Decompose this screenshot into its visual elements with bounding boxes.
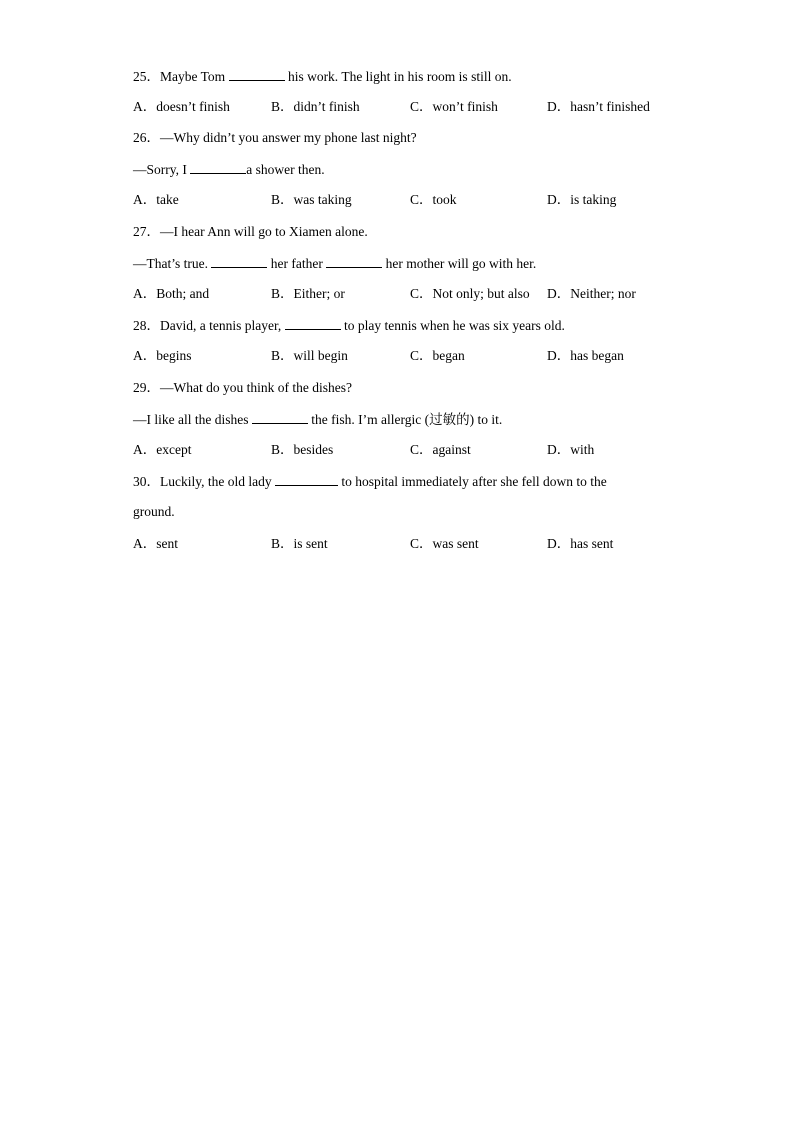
option-c[interactable]: [410, 98, 498, 116]
answer-blank: [190, 160, 246, 174]
option-text: will begin: [293, 348, 348, 363]
option-d[interactable]: [547, 285, 636, 303]
option-d[interactable]: [547, 347, 624, 365]
option-b[interactable]: [271, 535, 328, 553]
option-text: Neither; nor: [570, 286, 636, 301]
stem-text: —Why didn’t you answer my phone last night?: [160, 130, 417, 145]
option-letter: B．: [271, 442, 294, 457]
option-c[interactable]: [410, 535, 479, 553]
option-text: Either; or: [293, 286, 345, 301]
option-letter: B．: [271, 286, 294, 301]
question-30-stem-continued: [133, 503, 175, 521]
option-letter: D．: [547, 99, 571, 114]
option-letter: A．: [133, 192, 157, 207]
option-letter: C．: [410, 99, 433, 114]
option-text: has began: [570, 348, 624, 363]
option-b[interactable]: [271, 285, 345, 303]
option-letter: B．: [271, 536, 294, 551]
stem-text: —What do you think of the dishes?: [160, 380, 352, 395]
option-letter: A．: [133, 99, 157, 114]
question-number: 28．: [133, 318, 160, 333]
question-28-stem: [133, 316, 565, 334]
option-text: won’t finish: [432, 99, 498, 114]
option-a[interactable]: [133, 535, 178, 553]
option-letter: C．: [410, 536, 433, 551]
option-c[interactable]: [410, 347, 465, 365]
option-d[interactable]: [547, 441, 594, 459]
option-text: was taking: [293, 192, 352, 207]
option-c[interactable]: [410, 285, 530, 303]
option-b[interactable]: [271, 98, 360, 116]
option-text: took: [432, 192, 457, 207]
option-c[interactable]: [410, 191, 457, 209]
question-25-stem: [133, 67, 512, 85]
option-c[interactable]: [410, 441, 471, 459]
question-26-stem: [133, 129, 417, 147]
option-a[interactable]: [133, 347, 192, 365]
option-text: except: [156, 442, 192, 457]
answer-blank: [326, 254, 382, 268]
answer-blank: [252, 410, 308, 424]
question-number: 29．: [133, 380, 160, 395]
option-text: began: [432, 348, 465, 363]
answer-blank: [229, 67, 285, 81]
option-text: besides: [293, 442, 334, 457]
option-text: Both; and: [156, 286, 210, 301]
stem-text: Luckily, the old lady: [160, 474, 275, 489]
stem-text: her mother will go with her.: [382, 256, 537, 271]
option-a[interactable]: [133, 441, 191, 459]
option-letter: D．: [547, 286, 571, 301]
stem-text: a shower then.: [246, 162, 325, 177]
answer-blank: [275, 472, 338, 486]
option-letter: B．: [271, 99, 294, 114]
option-text: with: [570, 442, 595, 457]
option-a[interactable]: [133, 98, 230, 116]
option-letter: A．: [133, 286, 157, 301]
option-text: is taking: [570, 192, 617, 207]
stem-text: the fish. I’m allergic (过敏的) to it.: [307, 412, 503, 427]
option-letter: C．: [410, 192, 433, 207]
question-29-response: [133, 410, 502, 428]
option-letter: B．: [271, 348, 294, 363]
option-letter: D．: [547, 192, 571, 207]
option-text: take: [156, 192, 179, 207]
question-26-response: [133, 160, 325, 178]
question-number: 25．: [133, 69, 160, 84]
question-number: 27．: [133, 224, 160, 239]
option-letter: A．: [133, 348, 157, 363]
stem-text: Maybe Tom: [160, 69, 229, 84]
stem-text: —I like all the dishes: [133, 412, 252, 427]
option-d[interactable]: [547, 535, 613, 553]
stem-text: —That’s true.: [133, 256, 212, 271]
option-text: against: [432, 442, 471, 457]
option-letter: A．: [133, 442, 157, 457]
stem-text: —I hear Ann will go to Xiamen alone.: [160, 224, 368, 239]
stem-text: ground.: [133, 504, 175, 519]
stem-text: David, a tennis player,: [160, 318, 285, 333]
question-29-stem: [133, 379, 352, 397]
question-27-response: [133, 254, 536, 272]
option-b[interactable]: [271, 347, 348, 365]
option-text: was sent: [432, 536, 479, 551]
option-text: is sent: [293, 536, 328, 551]
option-d[interactable]: [547, 98, 650, 116]
question-27-stem: [133, 223, 368, 241]
option-text: begins: [156, 348, 192, 363]
stem-text: —Sorry, I: [133, 162, 191, 177]
option-letter: C．: [410, 286, 433, 301]
option-d[interactable]: [547, 191, 616, 209]
question-number: 30．: [133, 474, 160, 489]
option-text: has sent: [570, 536, 614, 551]
question-30-stem: [133, 472, 607, 490]
option-letter: C．: [410, 348, 433, 363]
option-letter: D．: [547, 536, 571, 551]
option-a[interactable]: [133, 285, 209, 303]
stem-text: his work. The light in his room is still on.: [284, 69, 512, 84]
answer-blank: [211, 254, 267, 268]
option-letter: D．: [547, 442, 571, 457]
stem-text: to hospital immediately after she fell down to the: [337, 474, 607, 489]
option-text: didn’t finish: [293, 99, 360, 114]
answer-blank: [285, 316, 341, 330]
option-letter: B．: [271, 192, 294, 207]
option-b[interactable]: [271, 441, 333, 459]
option-text: Not only; but also: [432, 286, 530, 301]
question-number: 26．: [133, 130, 160, 145]
stem-text: her father: [267, 256, 327, 271]
option-letter: D．: [547, 348, 571, 363]
stem-text: to play tennis when he was six years old.: [340, 318, 565, 333]
option-b[interactable]: [271, 191, 352, 209]
option-a[interactable]: [133, 191, 179, 209]
option-letter: A．: [133, 536, 157, 551]
option-letter: C．: [410, 442, 433, 457]
option-text: hasn’t finished: [570, 99, 650, 114]
option-text: doesn’t finish: [156, 99, 230, 114]
option-text: sent: [156, 536, 178, 551]
